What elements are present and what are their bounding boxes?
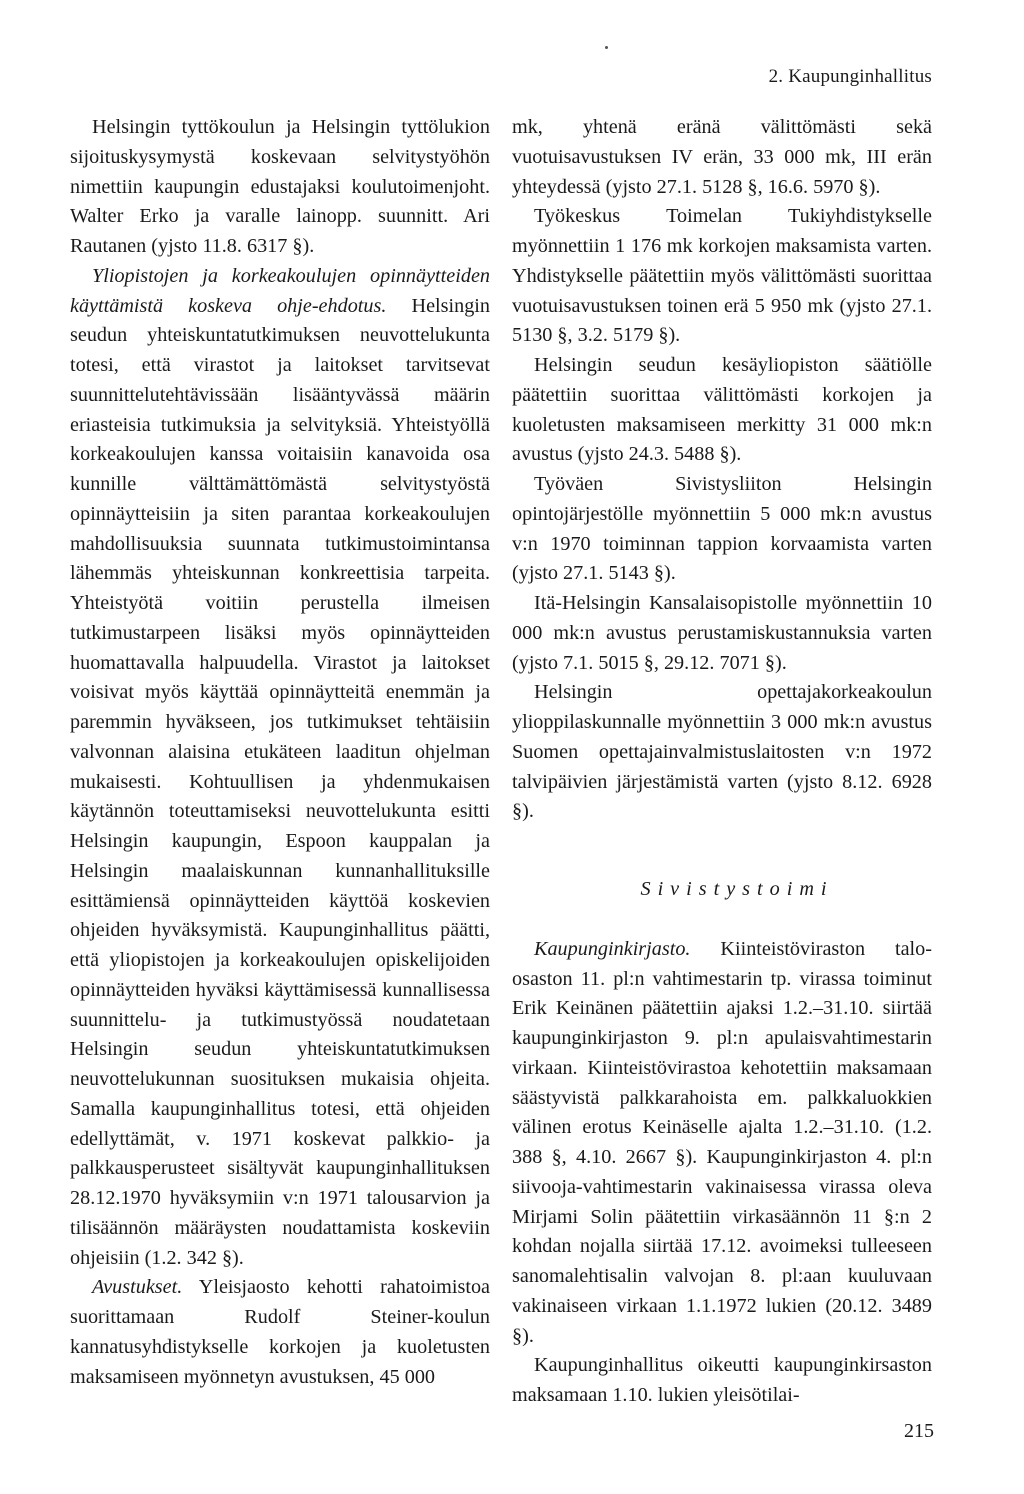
left-column: [70, 113, 490, 1392]
kaupunginkirjasto-heading: Kaupunginkirjasto.: [534, 937, 691, 960]
right-paragraph-6: Helsingin opettajakorkeakoulun ylioppilaskunnalle myönnettiin 3 000 mk:n avustus Suomen opettajainvalmistuslaitosten v:n 1972 talvipäivien järjestämistä varten (yjsto 8.12. 6928 §).: [512, 681, 932, 823]
avustukset-heading: Avustukset.: [92, 1276, 183, 1299]
kaupunginkirjasto-body: Kiinteistöviraston talo-osaston 11. pl:n vahtimestarin tp. virassa toiminut Erik Keinänen päätettiin ajaksi 1.2.–31.10. siirtää kaupunginkirjaston 9. pl:n apulaisvahtimestarin virkaan. Kiinteistövirastoa kehotettiin maksamaan säästyvistä palkkarahoista em. palkkaluokkien välinen erotus Keinäselle ajalta 1.2.–31.10. (1.2. 388 §, 4.10. 2667 §). Kaupunginkirjaston 4. pl:n siivooja-vahtimestarin vakinaisessa virassa oleva Mirjami Solin päätettiin virkasäännön 11 §:n 2 kohdan nojalla siirtää 17.12. avoimeksi tulleeseen sanomalehtisalin valvojan 8. pl:aan kuuluvaan vakinaiseen virkaan 1.1.1972 lukien (20.12. 3489 §).: [512, 937, 932, 1347]
right-paragraph-7: [512, 935, 932, 1352]
left-paragraph-1: Helsingin tyttökoulun ja Helsingin tyttölukion sijoituskysymystä koskevaan selvitystyöhön nimettiin kaupungin edustajaksi koulutoimenjoht. Walter Erko ja varalle lainopp. suunnitt. Ari Rautanen (yjsto 11.8. 6317 §).: [70, 116, 490, 257]
right-paragraph-4: Työväen Sivistysliiton Helsingin opintojärjestölle myönnettiin 5 000 mk:n avustus v:n 1970 toiminnan tappion korvaamista varten (yjsto 27.1. 5143 §).: [512, 473, 932, 585]
left-paragraph-2: [70, 262, 490, 1274]
section-heading-sivistystoimi: Sivistystoimi: [640, 878, 834, 900]
running-head: 2. Kaupunginhallitus: [768, 66, 932, 87]
avustukset-body: Yleisjaosto kehotti rahatoimistoa suorittamaan Rudolf Steiner-koulun kannatusyhdistykselle korkojen ja kuoletusten maksamiseen myönnetyn avustuksen, 45 000: [70, 1276, 490, 1388]
right-paragraph-5: Itä-Helsingin Kansalaisopistolle myönnettiin 10 000 mk:n avustus perustamiskustannuksia varten (yjsto 7.1. 5015 §, 29.12. 7071 §).: [512, 592, 932, 674]
right-column: [512, 113, 932, 1411]
left-paragraph-3: [70, 1273, 490, 1392]
right-paragraph-2: Työkeskus Toimelan Tukiyhdistykselle myönnettiin 1 176 mk korkojen maksamista varten. Yhdistykselle päätettiin myös välittömästi suorittaa vuotuisavustuksen toinen erä 5 950 mk (yjsto 27.1. 5130 §, 3.2. 5179 §).: [512, 205, 932, 347]
opinnayte-body: Helsingin seudun yhteiskuntatutkimuksen neuvottelukunta totesi, että virastot ja laitokset tarvitsevat suunnittelutehtävissään lisääntyvässä määrin eriasteisia tutkimuksia ja selvityksiä. Yhteistyöllä korkeakoulujen kanssa voitaisiin kanavoida osa kunnille välttämättömästä selvitystyöstä opinnäytteisiin ja siten parantaa korkeakoulujen mahdollisuuksia suunnata tutkimustoimintansa lähemmäs yhteiskunnan konkreettisia tarpeita. Yhteistyötä voitiin perustella ilmeisen tutkimustarpeen lisäksi myös opinnäytteiden huomattavalla halpuudella. Virastot ja laitokset voisivat myös käyttää opinnäytteitä enemmän ja paremmin hyväkseen, jos tutkimukset tehtäisiin valvonnan alaisina etukäteen laaditun ohjelman mukaisesti. Kohtuullisen ja yhdenmukaisen käytännön toteuttamiseksi neuvottelukunta esitti Helsingin kaupungin, Espoon kauppalan ja Helsingin maalaiskunnan kunnanhallituksille esittämiensä opinnäytteiden käyttöä koskevien ohjeiden hyväksymistä. Kaupunginhallitus päätti, että yliopistojen ja korkeakoulujen opiskelijoiden opinnäytteiden hyväksi käyttämisessä kunnallisessa suunnittelu- ja tutkimustyössä noudatetaan Helsingin seudun yhteiskuntatutkimuksen neuvottelukunnan suosituksen mukaisia ohjeita. Samalla kaupunginhallitus totesi, että ohjeiden edellyttämät, v. 1971 koskevat palkkio- ja palkkausperusteet sisältyvät kaupunginhallituksen 28.12.1970 hyväksymiin v:n 1971 talousarvion ja tilisäännön määräysten noudattamista koskeviin ohjeisiin (1.2. 342 §).: [70, 294, 490, 1269]
right-paragraph-1: mk, yhtenä eränä välittömästi sekä vuotuisavustuksen IV erän, 33 000 mk, III erän yhteydessä (yjsto 27.1. 5128 §, 16.6. 5970 §).: [512, 116, 932, 198]
right-paragraph-3: Helsingin seudun kesäyliopiston säätiölle päätettiin suorittaa välittömästi korkojen ja kuoletusten maksamiseen merkitty 31 000 mk:n avustus (yjsto 24.3. 5488 §).: [512, 354, 932, 466]
opinnayte-heading: Yliopistojen ja korkeakoulujen opinnäytteiden käyttämistä koskeva ohje-ehdotus.: [70, 264, 490, 317]
right-paragraph-8: Kaupunginhallitus oikeutti kaupunginkirsaston maksamaan 1.10. lukien yleisötilai-: [512, 1354, 932, 1406]
print-dot-mark: [605, 46, 608, 49]
page-number: 215: [904, 1420, 934, 1442]
